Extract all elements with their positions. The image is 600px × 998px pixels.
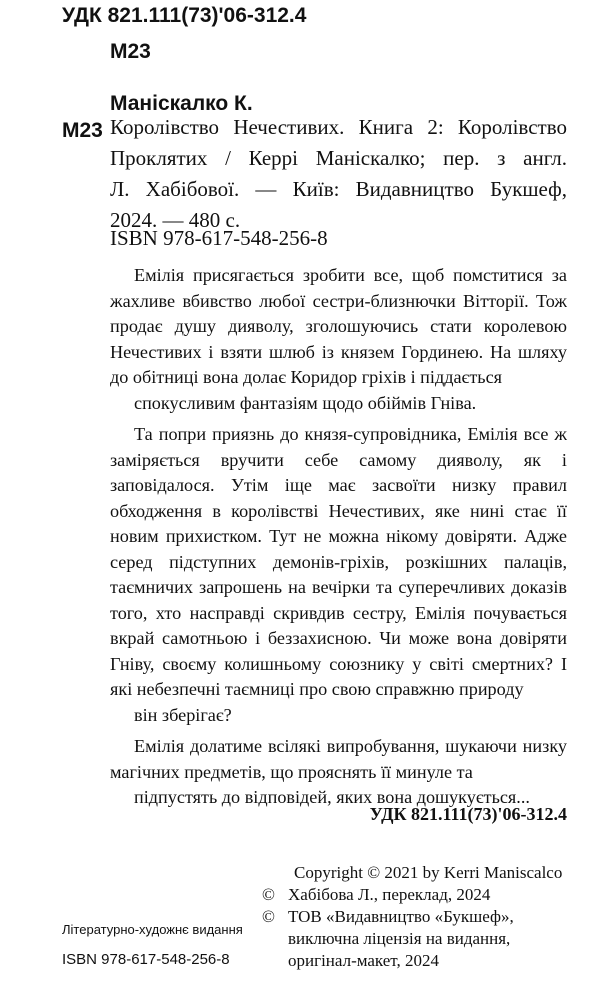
isbn-footer: ISBN 978-617-548-256-8	[62, 951, 230, 968]
edition-genre: Літературно-художнє видання	[62, 922, 243, 937]
bibliographic-description	[110, 112, 567, 236]
copyright-publisher	[288, 906, 567, 972]
publisher-line: ТОВ «Видавництво «Букшеф»,	[288, 907, 514, 926]
bib-line: Королівство Нечестивих. Книга 2: Королівство	[110, 115, 567, 139]
copyright-translation-row	[262, 884, 567, 906]
bib-line: Л. Хабібової. — Київ: Видавництво Букшеф,	[110, 177, 567, 201]
copyright-symbol: ©	[262, 885, 275, 904]
annotation-paragraph	[110, 263, 567, 416]
udk-code: УДК 821.111(73)'06-312.4	[62, 4, 307, 27]
annotation-paragraph	[110, 734, 567, 811]
udk-code-footer: УДК 821.111(73)'06-312.4	[369, 804, 567, 824]
paragraph-last-line: спокусливим фантазіям щодо обіймів Гніва.	[134, 392, 477, 413]
paragraph-last-line: він зберігає?	[134, 704, 232, 725]
author-name: Маніскалко К.	[110, 92, 253, 115]
copyright-translation: Хабібова Л., переклад, 2024	[288, 885, 491, 904]
bib-line: Проклятих / Керрі Маніскалко; пер. з англ.	[110, 146, 567, 170]
publisher-line: виключна ліцензія на видання,	[288, 929, 511, 948]
bib-line: 2024. — 480 с.	[110, 208, 241, 232]
copyright-symbol: ©	[262, 907, 275, 926]
copyright-block	[262, 862, 567, 972]
paragraph-body: Емілія долатиме всілякі випробування, шукаючи низку магічних предметів, що прояснять її минуле та	[110, 736, 567, 782]
copyright-publisher-row	[262, 906, 567, 972]
annotation	[110, 263, 567, 811]
paragraph-body: Емілія присягається зробити все, щоб помститися за жахливе вбивство любої сестри-близнючки Вітторії. Тож продає душу дияволу, зголошуючись стати королевою Нечестивих і взяти шлюб із князем Гординею. На шляху до обітниці вона долає Коридор гріхів і піддається	[110, 265, 567, 387]
paragraph-last-line: підпустять до відповідей, яких вона дошукується...	[134, 787, 530, 807]
author-mark-side: М23	[62, 119, 103, 142]
annotation-paragraph	[110, 422, 567, 728]
paragraph-body: Та попри приязнь до князя-супровідника, Емілія все ж заміряється вручити себе самому дияволу, як і заповідалося. Утім іще має засвоїти низку правил обходження в королівстві Нечестивих, яке нині стає її новим прихистком. Тут не можна нікому довіряти. Адже серед підступних демонів-гріхів, розкішних палаців, таємничих запрошень на вечірки та суперечливих доказів того, хто насправді скривдив сестру, Емілія почувається вкрай самотньою і беззахисною. Чи може вона довіряти Гніву, своєму колишньому союзнику у світі смертних? І які небезпечні таємниці про свою справжню природу	[110, 424, 567, 699]
author-mark: М23	[110, 40, 151, 63]
publisher-line: оригінал-макет, 2024	[288, 951, 439, 970]
isbn: ISBN 978-617-548-256-8	[110, 226, 328, 250]
copyright-author: Copyright © 2021 by Kerri Maniscalco	[294, 863, 563, 882]
